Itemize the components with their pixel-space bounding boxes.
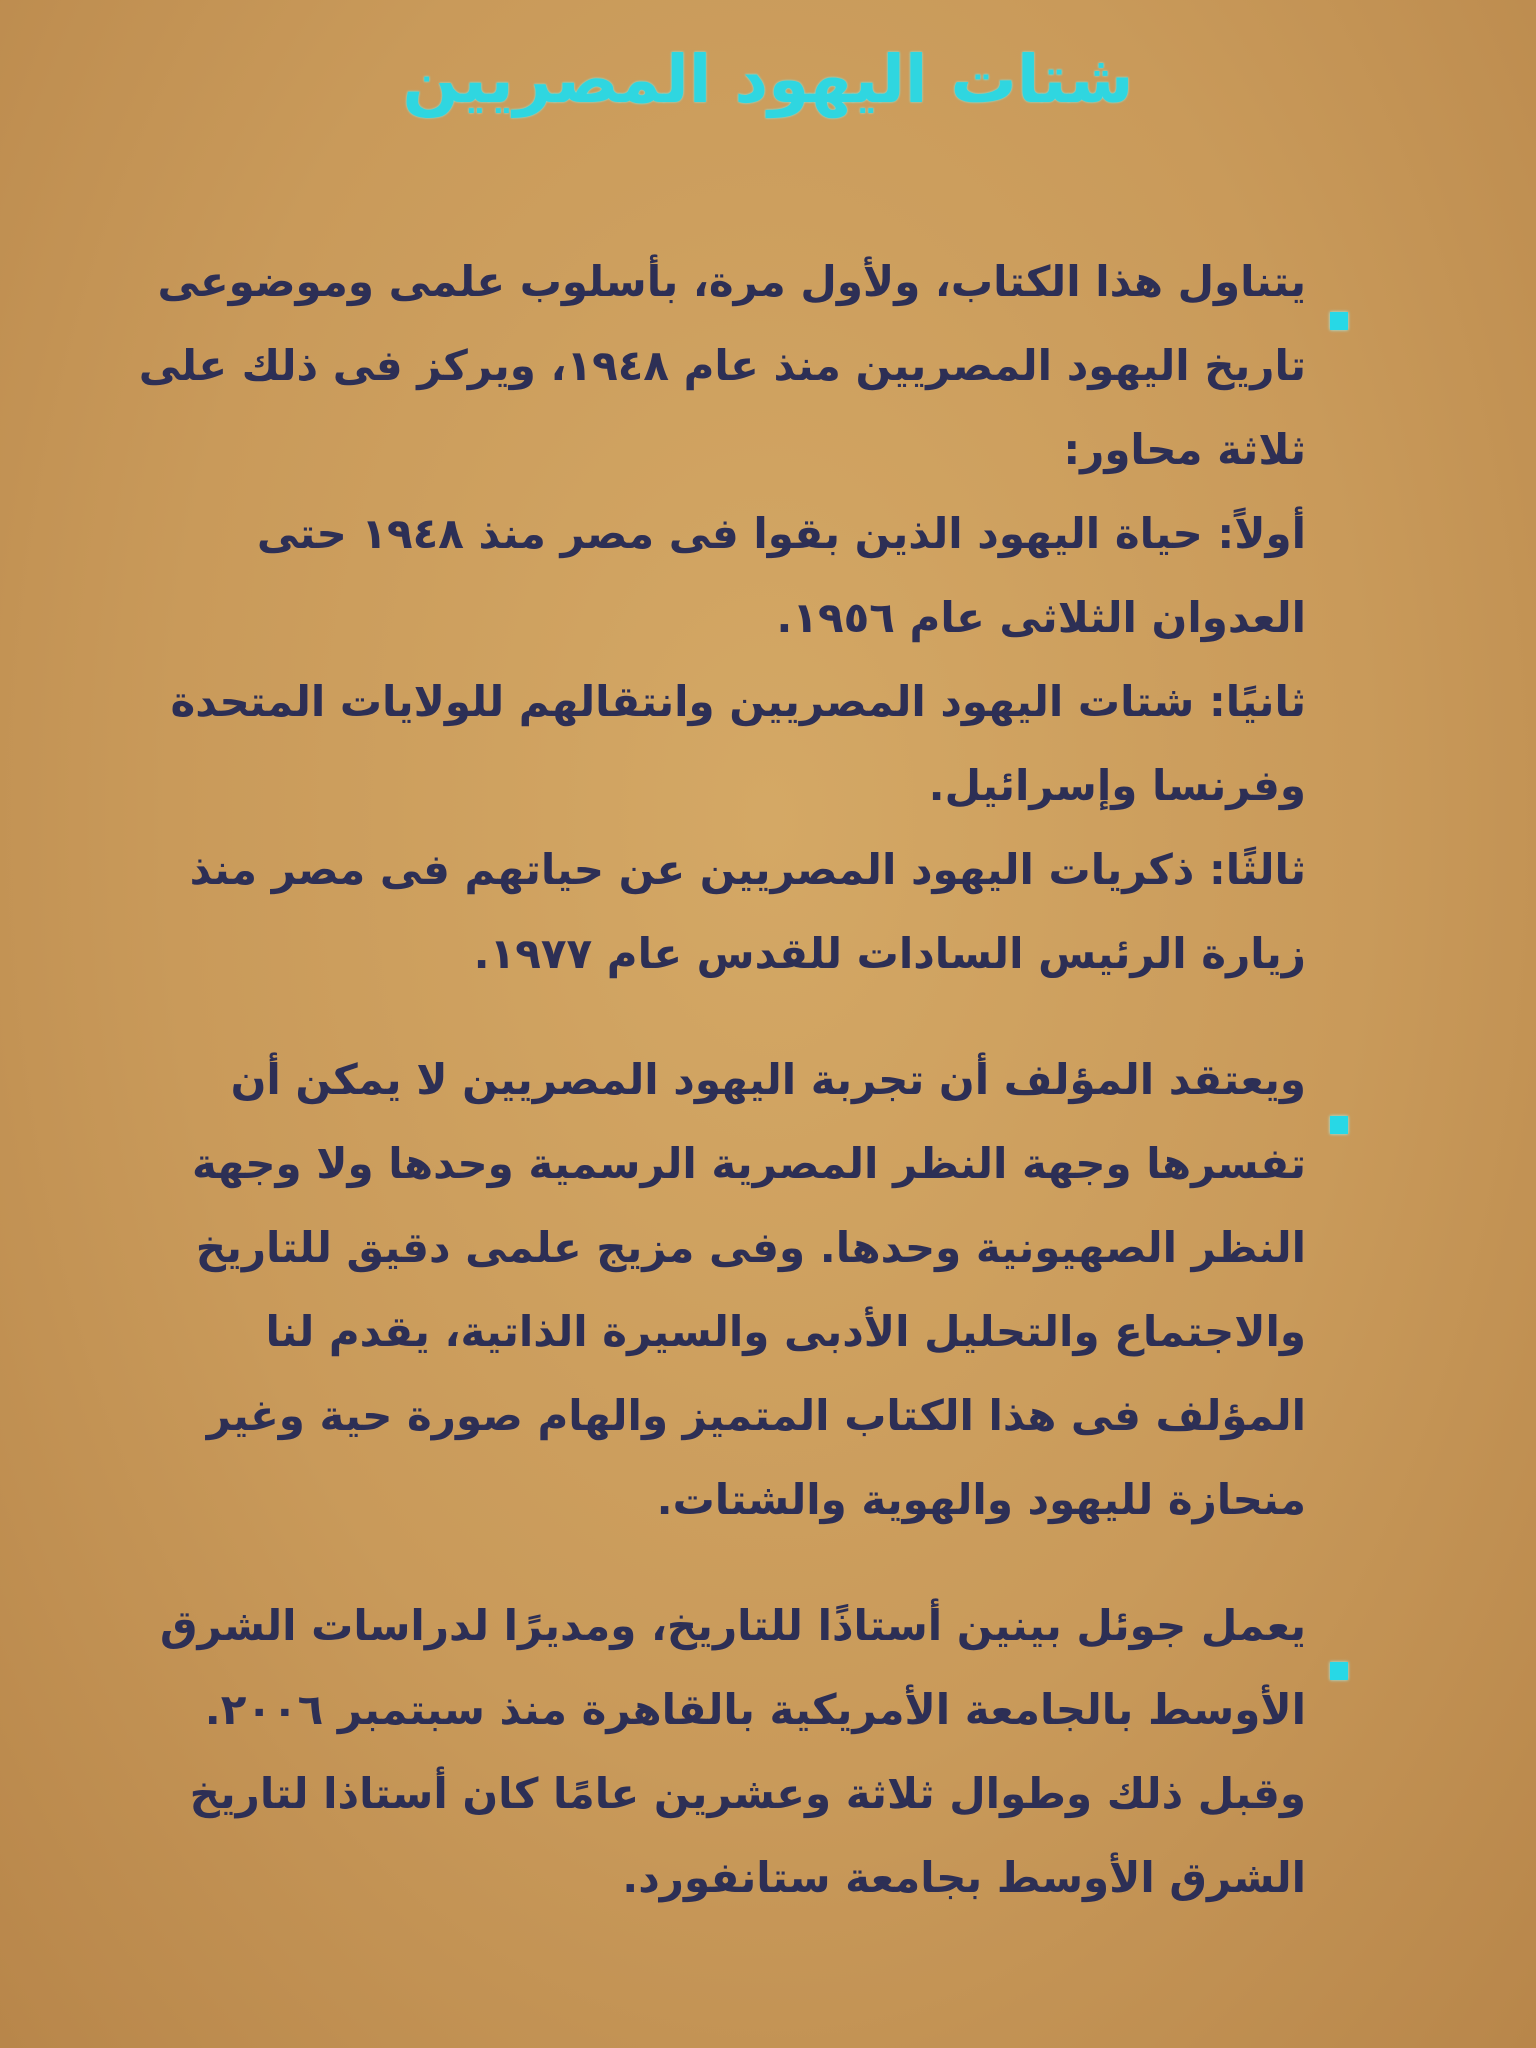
- paragraph-line: الشرق الأوسط بجامعة ستانفورد.: [622, 1853, 1306, 1902]
- paragraph-line: ثانيًا: شتات اليهود المصريين وانتقالهم للولايات المتحدة: [170, 677, 1306, 726]
- paragraph-line: ثلاثة محاور:: [1063, 425, 1306, 474]
- paragraph-line: والاجتماع والتحليل الأدبى والسيرة الذاتية، يقدم لنا: [265, 1307, 1306, 1356]
- paragraph-line: النظر الصهيونية وحدها. وفى مزيج علمى دقيق للتاريخ: [195, 1223, 1306, 1272]
- paragraph-line: تاريخ اليهود المصريين منذ عام ١٩٤٨، ويركز فى ذلك على: [138, 341, 1306, 390]
- paragraph-line: وفرنسا وإسرائيل.: [928, 761, 1306, 810]
- paragraph-line: الأوسط بالجامعة الأمريكية بالقاهرة منذ سبتمبر ٢٠٠٦.: [204, 1685, 1306, 1734]
- paragraph-line: تفسرها وجهة النظر المصرية الرسمية وحدها ولا وجهة: [192, 1139, 1306, 1188]
- bullet-square-icon: [1330, 1662, 1348, 1680]
- paragraph-text: [159, 1584, 1306, 1920]
- book-title: شتات اليهود المصريين: [402, 41, 1134, 118]
- paragraph-author-view: [176, 1038, 1306, 1542]
- paragraph-line: يتناول هذا الكتاب، ولأول مرة، بأسلوب علمى وموضوعى: [157, 257, 1306, 306]
- paragraph-line: ثالثًا: ذكريات اليهود المصريين عن حياتهم فى مصر منذ: [189, 845, 1306, 894]
- paragraph-author-bio: [159, 1584, 1306, 1920]
- bullet-square-icon: [1330, 1116, 1348, 1134]
- paragraph-line: أولاً: حياة اليهود الذين بقوا فى مصر منذ ١٩٤٨ حتى: [256, 509, 1306, 558]
- paragraph-line: يعمل جوئل بينين أستاذًا للتاريخ، ومديرًا لدراسات الشرق: [159, 1601, 1306, 1650]
- paragraph-overview: [138, 240, 1306, 996]
- paragraph-line: منحازة لليهود والهوية والشتات.: [656, 1475, 1306, 1524]
- bullet-square-icon: [1330, 312, 1348, 330]
- paragraph-line: ويعتقد المؤلف أن تجربة اليهود المصريين لا يمكن أن: [230, 1055, 1306, 1104]
- description-body: [138, 240, 1306, 1962]
- paragraph-text: [138, 240, 1306, 996]
- paragraph-line: العدوان الثلاثى عام ١٩٥٦.: [776, 593, 1306, 642]
- paragraph-line: زيارة الرئيس السادات للقدس عام ١٩٧٧.: [473, 929, 1306, 978]
- paragraph-line: وقبل ذلك وطوال ثلاثة وعشرين عامًا كان أستاذا لتاريخ: [189, 1769, 1306, 1818]
- paragraph-text: [176, 1038, 1306, 1542]
- paragraph-line: المؤلف فى هذا الكتاب المتميز والهام صورة حية وغير: [206, 1391, 1306, 1440]
